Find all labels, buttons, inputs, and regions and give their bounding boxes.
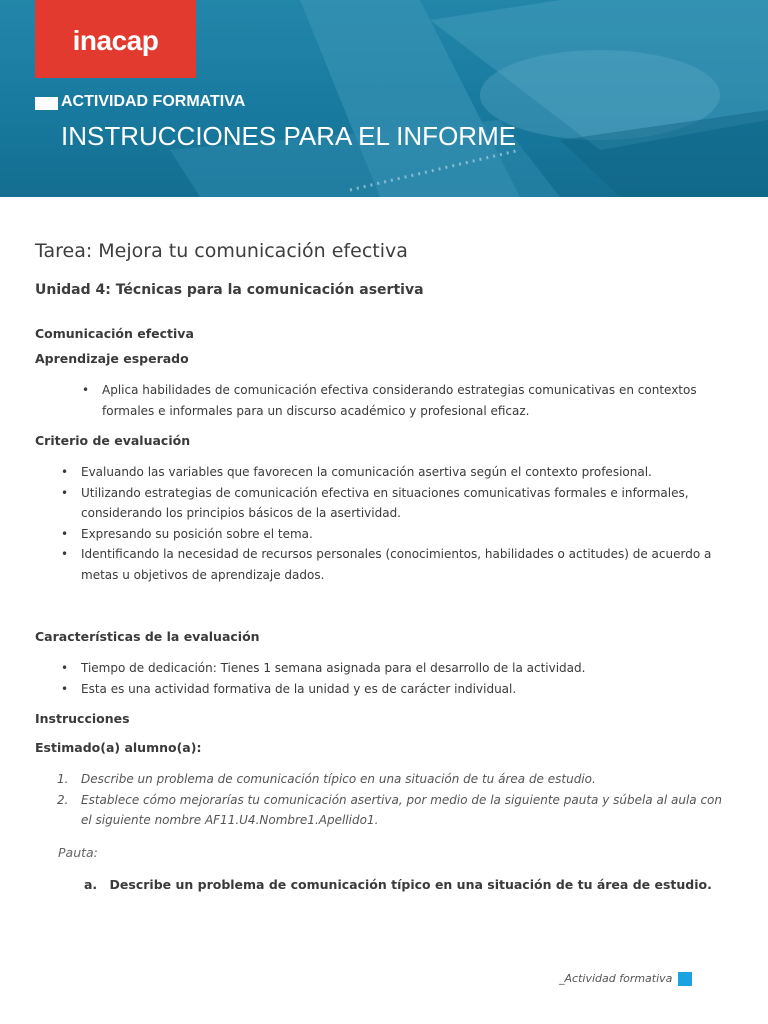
activity-type-label: ACTIVIDAD FORMATIVA: [61, 93, 246, 110]
criteria-list: [81, 462, 736, 585]
list-item: • Aplica habilidades de comunicación efectiva considerando estrategias comunicativas en contextos formales e informales para un discurso académico y profesional eficaz.: [102, 380, 732, 421]
greeting: Estimado(a) alumno(a):: [35, 740, 202, 755]
list-item: • Esta es una actividad formativa de la unidad y es de carácter individual.: [81, 679, 736, 700]
list-item: • Utilizando estrategias de comunicación efectiva en situaciones comunicativas formales e informales, considerando los principios básicos de la asertividad.: [81, 483, 736, 524]
footer-label: _Actividad formativa: [559, 972, 673, 985]
item-number: 1.: [57, 772, 69, 786]
criteria-heading: Criterio de evaluación: [35, 433, 191, 448]
list-item: [57, 790, 736, 831]
item-text: Establece cómo mejorarías tu comunicación asertiva, por medio de la siguiente pauta y súbela al aula con el siguiente nombre AF11.U4.Nombre1.Apellido1.: [81, 792, 722, 827]
page-title: INSTRUCCIONES PARA EL INFORME: [61, 121, 517, 151]
list-item: • Identificando la necesidad de recursos personales (conocimientos, habilidades o actitudes) de acuerdo a metas u objetivos de aprendizaje dados.: [81, 544, 736, 585]
item-number: 2.: [57, 792, 69, 807]
unit-title: Unidad 4: Técnicas para la comunicación asertiva: [35, 282, 424, 298]
characteristics-heading: Características de la evaluación: [35, 629, 260, 644]
learning-heading: Aprendizaje esperado: [35, 351, 189, 366]
document-body: [35, 240, 735, 892]
list-item: [57, 769, 736, 790]
header-banner: [0, 0, 768, 197]
kicker-marker: [35, 97, 58, 110]
footer-marker: [678, 972, 692, 986]
task-title: Tarea: Mejora tu comunicación efectiva: [35, 240, 408, 262]
section-heading-communication: Comunicación efectiva: [35, 326, 194, 341]
list-item: • Evaluando las variables que favorecen la comunicación asertiva según el contexto profesional.: [81, 462, 736, 483]
characteristics-list: [81, 658, 736, 699]
pauta-item-text: Describe un problema de comunicación típico en una situación de tu área de estudio.: [109, 876, 712, 892]
item-text: Describe un problema de comunicación típico en una situación de tu área de estudio.: [81, 772, 596, 786]
pauta-label: Pauta:: [58, 844, 98, 860]
pauta-item: [84, 877, 735, 892]
list-item: • Expresando su posición sobre el tema.: [81, 524, 736, 545]
instructions-heading: Instrucciones: [35, 711, 130, 726]
learning-list: [102, 380, 732, 421]
logo-text: inacap: [72, 25, 159, 56]
instruction-list: [57, 769, 736, 831]
inacap-logo: [35, 0, 196, 78]
pauta-item-letter: a.: [84, 876, 98, 892]
list-item: • Tiempo de dedicación: Tienes 1 semana asignada para el desarrollo de la actividad.: [81, 658, 736, 679]
